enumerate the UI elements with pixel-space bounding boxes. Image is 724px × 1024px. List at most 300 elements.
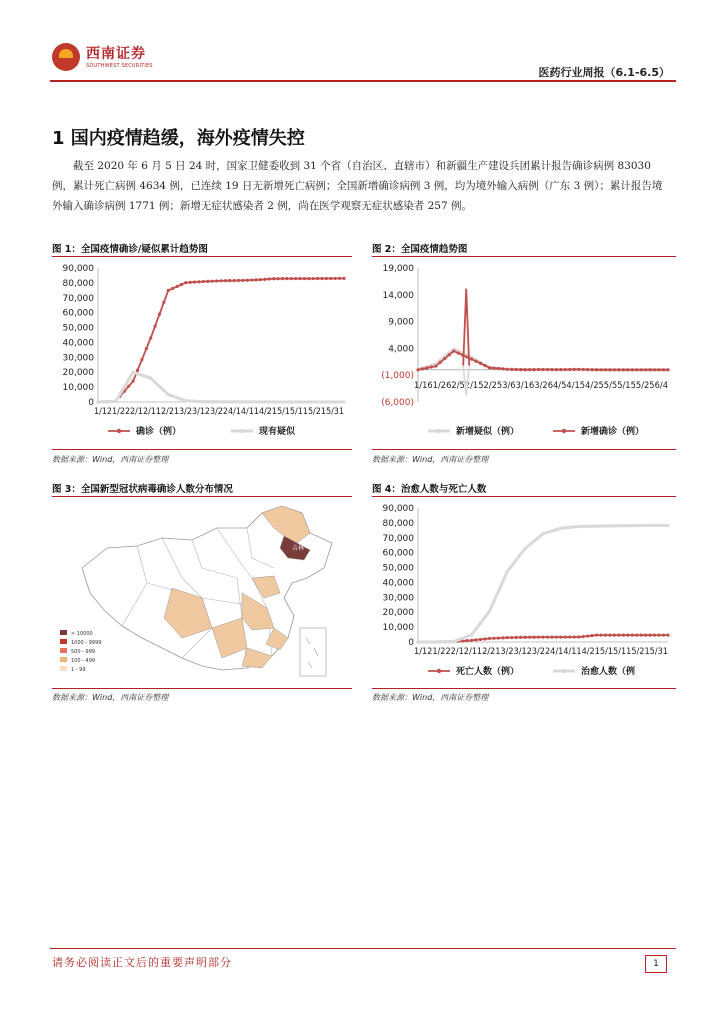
y-tick-label: 20,000 xyxy=(382,608,414,619)
series-point xyxy=(263,278,266,281)
series-point xyxy=(622,634,625,637)
series-point xyxy=(568,526,571,529)
series-point xyxy=(342,400,345,403)
series-point xyxy=(586,525,589,528)
figure-4-source: 数据来源：Wind，西南证券整理 xyxy=(372,693,489,702)
series-point xyxy=(167,289,170,292)
series-point xyxy=(320,277,323,280)
series-point xyxy=(546,531,549,534)
series-point xyxy=(599,524,602,527)
series-point xyxy=(479,362,482,365)
series-point xyxy=(573,635,576,638)
y-tick-label: 70,000 xyxy=(62,293,94,304)
series-point xyxy=(626,368,629,371)
figure-3-title: 图 3：全国新型冠状病毒确诊人数分布情况 xyxy=(52,484,233,495)
figure-4-title: 图 4：治愈人数与死亡人数 xyxy=(372,484,487,495)
series-point xyxy=(175,285,178,288)
legend-marker xyxy=(562,429,566,433)
series-point xyxy=(626,634,629,637)
series-point xyxy=(649,524,652,527)
series-point xyxy=(483,637,486,640)
series-point xyxy=(241,279,244,282)
series-point xyxy=(466,639,469,642)
series-point xyxy=(294,400,297,403)
series-point xyxy=(290,400,293,403)
series-point xyxy=(626,524,629,527)
figure-1-rule xyxy=(52,256,352,257)
figure-3-source: 数据来源：Wind，西南证券整理 xyxy=(52,693,169,702)
series-point xyxy=(149,336,152,339)
series-point xyxy=(573,525,576,528)
y-tick-label: 0 xyxy=(408,638,414,648)
series-point xyxy=(180,283,183,286)
map-legend-label: 1 - 99 xyxy=(71,667,86,673)
series-point xyxy=(140,358,143,361)
series-point xyxy=(506,636,509,639)
series-point xyxy=(550,368,553,371)
series-point xyxy=(501,636,504,639)
series-point xyxy=(316,277,319,280)
series-point xyxy=(263,400,266,403)
series-point xyxy=(519,553,522,556)
series-point xyxy=(640,524,643,527)
series-point xyxy=(307,277,310,280)
figure-1-bottom-rule xyxy=(52,449,352,450)
series-point xyxy=(416,368,419,371)
series-point xyxy=(613,524,616,527)
series-point xyxy=(662,524,665,527)
series-point xyxy=(559,527,562,530)
series-point xyxy=(649,634,652,637)
series-point xyxy=(334,400,337,403)
series-point xyxy=(180,398,183,401)
figure-2-chart xyxy=(372,260,676,446)
series-point xyxy=(564,526,567,529)
series-point xyxy=(559,635,562,638)
series-point xyxy=(510,368,513,371)
series-point xyxy=(510,636,513,639)
series-point xyxy=(640,634,643,637)
y-tick-label: 9,000 xyxy=(388,317,414,328)
series-point xyxy=(577,525,580,528)
series-point xyxy=(197,400,200,403)
series-point xyxy=(250,400,253,403)
series-point xyxy=(237,400,240,403)
logo-emblem-icon xyxy=(52,43,80,71)
series-point xyxy=(439,640,442,643)
series-point xyxy=(662,634,665,637)
series-point xyxy=(510,564,513,567)
series-point xyxy=(246,400,249,403)
y-tick-label: 90,000 xyxy=(62,264,94,274)
map-legend-swatch xyxy=(60,666,67,671)
series-point xyxy=(591,634,594,637)
series-point xyxy=(246,279,249,282)
figure-2-rule xyxy=(372,256,676,257)
series-point xyxy=(145,375,148,378)
china-map-svg xyxy=(52,498,352,684)
series-point xyxy=(474,638,477,641)
series-point xyxy=(425,640,428,643)
series-point xyxy=(259,278,262,281)
series-point xyxy=(537,368,540,371)
series-point xyxy=(334,277,337,280)
series-point xyxy=(595,368,598,371)
series-point xyxy=(546,368,549,371)
map-legend-label: 500 - 999 xyxy=(71,649,96,655)
series-point xyxy=(604,524,607,527)
series-point xyxy=(316,400,319,403)
figure-2-source: 数据来源：Wind，西南证券整理 xyxy=(372,455,489,464)
y-tick-label: 80,000 xyxy=(382,518,414,529)
series-point xyxy=(329,400,332,403)
footer-disclaimer: 请务必阅读正文后的重要声明部分 xyxy=(52,956,232,969)
series-point xyxy=(114,400,117,403)
legend-label: 新增疑似（例） xyxy=(456,427,520,437)
y-tick-label: (6,000) xyxy=(381,398,414,408)
series-point xyxy=(434,640,437,643)
series-point xyxy=(105,400,108,403)
series-point xyxy=(595,525,598,528)
y-tick-label: 40,000 xyxy=(382,578,414,589)
series-point xyxy=(189,399,192,402)
series-point xyxy=(524,547,527,550)
map-legend-swatch xyxy=(60,648,67,653)
series-point xyxy=(285,400,288,403)
series-point xyxy=(555,528,558,531)
series-point xyxy=(448,353,451,356)
series-point xyxy=(162,301,165,304)
logo-text: 西南证券 xyxy=(86,46,146,62)
legend-label: 死亡人数（例） xyxy=(456,667,520,677)
y-tick-label: (1,000) xyxy=(381,371,414,382)
series-point xyxy=(255,278,258,281)
series-point xyxy=(448,640,451,643)
series-point xyxy=(211,280,214,283)
series-point xyxy=(488,610,491,613)
logo-subtitle: SOUTHWEST SECURITIES xyxy=(86,63,153,69)
map-highlight-label: 吉林 xyxy=(292,545,305,552)
legend-label: 确诊（例） xyxy=(136,427,182,437)
series-point xyxy=(110,400,113,403)
series-point xyxy=(657,634,660,637)
y-tick-label: 60,000 xyxy=(62,308,94,319)
series-point xyxy=(329,277,332,280)
map-legend-label: > 10000 xyxy=(71,631,93,637)
series-point xyxy=(171,287,174,290)
y-tick-label: 50,000 xyxy=(62,323,94,334)
map-legend-label: 100 - 499 xyxy=(71,658,96,664)
figure-2-title: 图 2：全国疫情趋势图 xyxy=(372,244,468,255)
series-point xyxy=(206,400,209,403)
series-point xyxy=(537,536,540,539)
y-tick-label: 80,000 xyxy=(62,278,94,289)
figure-1-chart xyxy=(52,260,352,446)
chart-svg xyxy=(372,500,676,686)
series-point xyxy=(202,400,205,403)
series-point xyxy=(582,368,585,371)
series-point xyxy=(443,640,446,643)
series-point xyxy=(608,524,611,527)
series-point xyxy=(325,277,328,280)
chart-svg xyxy=(372,260,676,446)
series-point xyxy=(154,324,157,327)
series-point xyxy=(515,558,518,561)
series-point xyxy=(470,358,473,361)
y-tick-label: 19,000 xyxy=(382,264,414,274)
map-legend-label: 1000 - 9999 xyxy=(71,640,102,646)
series-point xyxy=(255,400,258,403)
y-tick-label: 4,000 xyxy=(388,344,414,355)
series-point xyxy=(439,361,442,364)
south-china-sea-inset xyxy=(300,628,326,676)
series-point xyxy=(421,367,424,370)
series-point xyxy=(268,400,271,403)
series-point xyxy=(162,389,165,392)
series-point xyxy=(277,400,280,403)
series-point xyxy=(599,633,602,636)
series-point xyxy=(206,280,209,283)
legend-marker xyxy=(240,429,244,433)
series-point xyxy=(582,525,585,528)
series-point xyxy=(457,351,460,354)
series-point xyxy=(653,524,656,527)
series-point xyxy=(591,368,594,371)
chart-svg xyxy=(52,260,352,446)
series-point xyxy=(457,638,460,641)
series-point xyxy=(298,277,301,280)
series-point xyxy=(613,368,616,371)
series-point xyxy=(501,580,504,583)
series-point xyxy=(193,280,196,283)
series-line-1 xyxy=(418,525,668,642)
series-point xyxy=(224,400,227,403)
series-point xyxy=(528,636,531,639)
series-point xyxy=(294,277,297,280)
series-point xyxy=(568,635,571,638)
series-point xyxy=(497,636,500,639)
y-tick-label: 10,000 xyxy=(62,383,94,394)
page-number: 1 xyxy=(645,955,667,973)
series-point xyxy=(272,400,275,403)
company-logo xyxy=(50,40,170,76)
figure-4-bottom-rule xyxy=(372,688,676,689)
series-point xyxy=(430,365,433,368)
series-point xyxy=(640,368,643,371)
series-point xyxy=(101,400,104,403)
series-point xyxy=(136,372,139,375)
series-point xyxy=(631,524,634,527)
series-line-1 xyxy=(418,351,668,370)
x-tick-labels: 1/121/222/12/112/213/23/123/224/14/114/215/15/115/215/31 xyxy=(94,407,344,417)
series-point xyxy=(595,633,598,636)
series-point xyxy=(466,635,469,638)
series-point xyxy=(577,635,580,638)
y-tick-label: 14,000 xyxy=(382,290,414,301)
map-legend-swatch xyxy=(60,630,67,635)
series-point xyxy=(474,627,477,630)
series-point xyxy=(635,524,638,527)
footer-divider xyxy=(50,948,676,949)
series-point xyxy=(541,636,544,639)
y-tick-label: 60,000 xyxy=(382,548,414,559)
map-legend-swatch xyxy=(60,657,67,662)
series-point xyxy=(123,385,126,388)
series-point xyxy=(591,525,594,528)
series-point xyxy=(577,368,580,371)
series-point xyxy=(281,400,284,403)
series-point xyxy=(175,396,178,399)
series-point xyxy=(479,622,482,625)
map-legend-swatch xyxy=(60,639,67,644)
report-title: 医药行业周报（6.1-6.5） xyxy=(538,66,670,79)
section-title: 1 国内疫情趋缓，海外疫情失控 xyxy=(52,128,305,149)
series-point xyxy=(312,277,315,280)
series-point xyxy=(644,524,647,527)
series-point xyxy=(452,640,455,643)
series-point xyxy=(342,277,345,280)
series-point xyxy=(281,277,284,280)
legend-marker xyxy=(437,669,441,673)
figure-4-chart xyxy=(372,500,676,686)
y-tick-label: 30,000 xyxy=(62,353,94,364)
series-point xyxy=(492,637,495,640)
series-point xyxy=(608,368,611,371)
series-point xyxy=(528,368,531,371)
legend-marker xyxy=(437,429,441,433)
series-point xyxy=(184,281,187,284)
series-point xyxy=(550,636,553,639)
series-point xyxy=(497,367,500,370)
series-point xyxy=(241,400,244,403)
series-point xyxy=(635,634,638,637)
series-point xyxy=(635,368,638,371)
series-point xyxy=(488,366,491,369)
legend-label: 新增确诊（例） xyxy=(581,427,645,437)
y-tick-label: 50,000 xyxy=(382,563,414,574)
series-point xyxy=(421,640,424,643)
series-point xyxy=(140,374,143,377)
series-point xyxy=(492,600,495,603)
legend-marker xyxy=(562,669,566,673)
series-point xyxy=(158,313,161,316)
series-point xyxy=(338,400,341,403)
series-point xyxy=(483,364,486,367)
series-point xyxy=(483,616,486,619)
series-point xyxy=(546,636,549,639)
series-point xyxy=(532,636,535,639)
china-map xyxy=(52,498,352,684)
series-point xyxy=(617,634,620,637)
series-point xyxy=(470,639,473,642)
series-point xyxy=(488,637,491,640)
series-point xyxy=(167,393,170,396)
series-point xyxy=(461,637,464,640)
series-point xyxy=(189,281,192,284)
series-point xyxy=(604,368,607,371)
series-point xyxy=(132,371,135,374)
series-point xyxy=(541,532,544,535)
series-point xyxy=(613,634,616,637)
section-paragraph: 截至 2020 年 6 月 5 日 24 时，国家卫健委收到 31 个省（自治区、直辖市）和新疆生产建设兵团累计报告确诊病例 83030 例，累计死亡病例 4634 例，已连续 19 日无新增死亡病例；全国新增确诊病例 3 例，均为境外输入病例（广东 3 例）；累计报告境外输入确诊病例 1771 例；新增无症状感染者 2 例，尚在医学观察无症状感染者 257 例。 xyxy=(52,160,663,212)
series-point xyxy=(298,400,301,403)
series-point xyxy=(237,279,240,282)
series-point xyxy=(537,636,540,639)
series-point xyxy=(568,368,571,371)
series-point xyxy=(608,634,611,637)
series-point xyxy=(197,280,200,283)
series-point xyxy=(586,634,589,637)
legend-marker xyxy=(117,429,121,433)
series-point xyxy=(219,400,222,403)
series-point xyxy=(158,385,161,388)
series-point xyxy=(430,640,433,643)
series-point xyxy=(193,400,196,403)
series-point xyxy=(127,385,130,388)
series-point xyxy=(555,635,558,638)
series-point xyxy=(644,634,647,637)
series-point xyxy=(550,529,553,532)
series-point xyxy=(582,635,585,638)
series-point xyxy=(303,400,306,403)
series-point xyxy=(211,400,214,403)
y-tick-label: 40,000 xyxy=(62,338,94,349)
x-tick-labels: 1/121/222/12/112/213/23/123/224/14/114/215/15/115/215/31 xyxy=(414,647,668,657)
series-point xyxy=(268,277,271,280)
series-point xyxy=(564,368,567,371)
figure-2-bottom-rule xyxy=(372,449,676,450)
page-header xyxy=(50,40,676,80)
series-point xyxy=(541,368,544,371)
series-point xyxy=(132,380,135,383)
x-tick-labels: 1/161/262/52/152/253/63/163/264/54/154/255/55/155/256/4 xyxy=(414,381,668,391)
series-point xyxy=(154,381,157,384)
series-point xyxy=(228,400,231,403)
series-point xyxy=(524,636,527,639)
series-point xyxy=(250,278,253,281)
map-legend xyxy=(60,630,101,673)
series-point xyxy=(285,277,288,280)
series-point xyxy=(290,277,293,280)
series-point xyxy=(631,634,634,637)
series-point xyxy=(532,540,535,543)
series-point xyxy=(219,279,222,282)
series-point xyxy=(474,360,477,363)
series-point xyxy=(506,368,509,371)
series-point xyxy=(528,543,531,546)
series-point xyxy=(532,368,535,371)
series-line-0 xyxy=(98,278,344,402)
series-point xyxy=(277,277,280,280)
series-point xyxy=(666,368,669,371)
series-point xyxy=(479,638,482,641)
series-point xyxy=(215,279,218,282)
y-tick-label: 10,000 xyxy=(382,623,414,634)
series-point xyxy=(519,636,522,639)
series-point xyxy=(171,395,174,398)
series-point xyxy=(259,400,262,403)
series-point xyxy=(325,400,328,403)
series-point xyxy=(657,524,660,527)
legend-label: 现有疑似 xyxy=(259,427,296,437)
series-point xyxy=(506,570,509,573)
y-tick-label: 20,000 xyxy=(62,368,94,379)
figure-1-title: 图 1：全国疫情确诊/疑似累计趋势图 xyxy=(52,244,208,255)
series-point xyxy=(233,279,236,282)
series-point xyxy=(224,279,227,282)
y-tick-label: 90,000 xyxy=(382,504,414,514)
series-point xyxy=(524,368,527,371)
